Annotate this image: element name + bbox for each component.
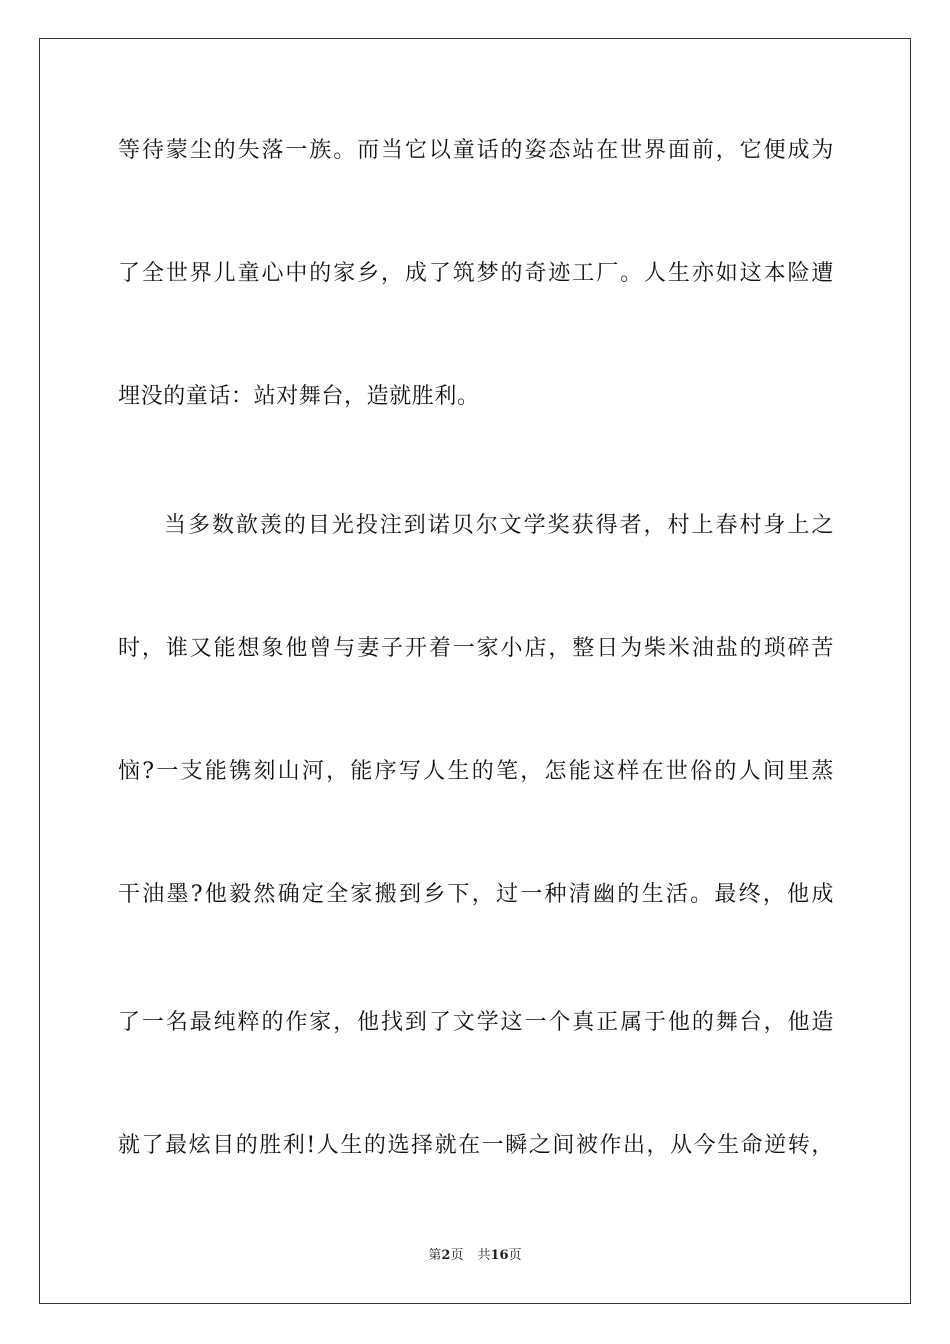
text-line-2: 了全世界儿童心中的家乡，成了筑梦的奇迹工厂。人生亦如这本险遭 [118,261,834,286]
text-line-3: 埋没的童话：站对舞台，造就胜利。 [118,384,480,409]
text-line-4-paragraph-start: 当多数歆羡的目光投注到诺贝尔文学奖获得者，村上春村身上之 [164,513,834,538]
footer-page-number: 2 [441,1248,451,1263]
text-line-8: 了一名最纯粹的作家，他找到了文学这一个真正属于他的舞台，他造 [118,1010,834,1035]
footer-total-number: 16 [490,1248,509,1263]
page-footer [0,1247,950,1265]
footer-page-suffix: 页 [450,1248,464,1263]
page-frame [39,38,911,1304]
footer-total-prefix: 共 [477,1248,491,1263]
text-line-6: 恼?一支能镌刻山河，能序写人生的笔，怎能这样在世俗的人间里蒸 [118,759,834,784]
footer-total-suffix: 页 [508,1248,522,1263]
text-line-1: 等待蒙尘的失落一族。而当它以童话的姿态站在世界面前，它便成为 [118,138,834,163]
text-line-7: 干油墨?他毅然确定全家搬到乡下，过一种清幽的生活。最终，他成 [118,882,834,907]
text-line-9: 就了最炫目的胜利!人生的选择就在一瞬之间被作出，从今生命逆转， [118,1133,834,1158]
text-line-5: 时，谁又能想象他曾与妻子开着一家小店，整日为柴米油盐的琐碎苦 [118,636,834,661]
footer-page-prefix: 第 [428,1248,442,1263]
